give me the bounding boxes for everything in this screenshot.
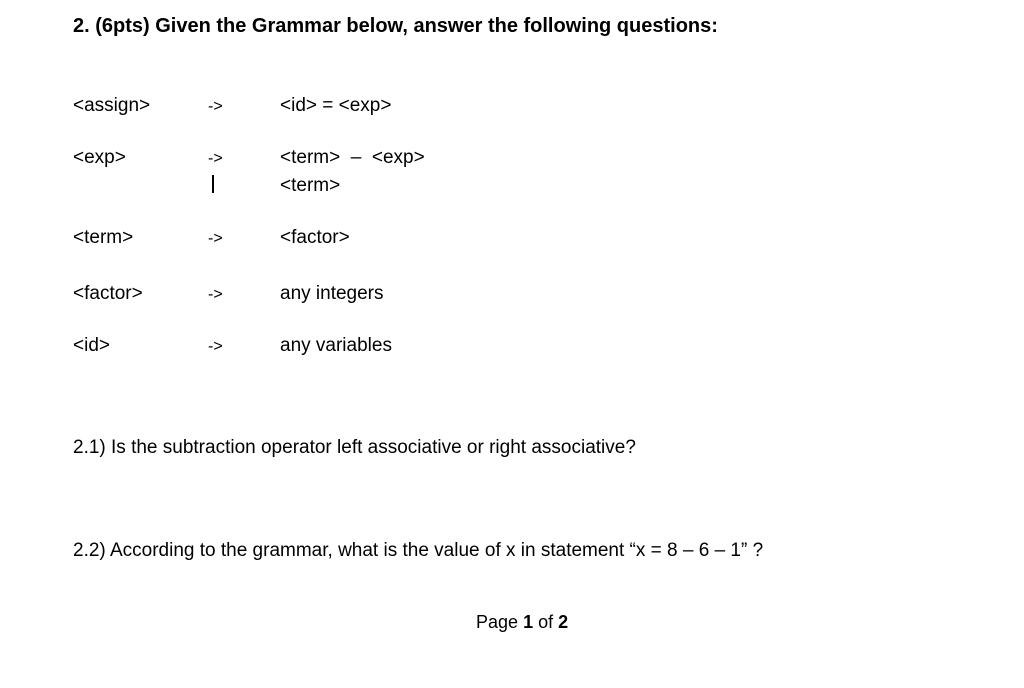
question-2-1: 2.1) Is the subtraction operator left associative or right associative? (73, 437, 636, 458)
rule-id-lhs: <id> (73, 335, 110, 356)
alternation-bar (212, 175, 214, 193)
question-2-2: 2.2) According to the grammar, what is the value of x in statement “x = 8 – 6 – 1” ? (73, 540, 764, 561)
rule-term-lhs: <term> (73, 227, 134, 248)
rule-assign-rhs: <id> = <exp> (280, 95, 392, 116)
rule-exp-lhs: <exp> (73, 147, 126, 168)
rule-id-arrow: -> (208, 338, 223, 355)
rule-id-rhs: any variables (280, 335, 392, 356)
footer-total-pages: 2 (558, 612, 569, 632)
rule-exp-alt-separator (212, 175, 214, 193)
rule-factor-rhs: any integers (280, 283, 384, 304)
rule-term-rhs: <factor> (280, 227, 350, 248)
rule-factor-arrow: -> (208, 286, 223, 303)
footer-current-page: 1 (523, 612, 534, 632)
rule-exp-alt-rhs: <term> (280, 175, 341, 196)
rule-exp-rhs: <term> – <exp> (280, 147, 425, 168)
rule-factor-lhs: <factor> (73, 283, 143, 304)
rule-assign-lhs: <assign> (73, 95, 151, 116)
page-number-footer (476, 612, 568, 633)
rule-exp-arrow: -> (208, 150, 223, 167)
question-heading: 2. (6pts) Given the Grammar below, answer the following questions: (73, 15, 718, 37)
footer-page-word: Page (476, 612, 519, 632)
footer-of-word: of (538, 612, 554, 632)
rule-term-arrow: -> (208, 230, 223, 247)
rule-assign-arrow: -> (208, 98, 223, 115)
